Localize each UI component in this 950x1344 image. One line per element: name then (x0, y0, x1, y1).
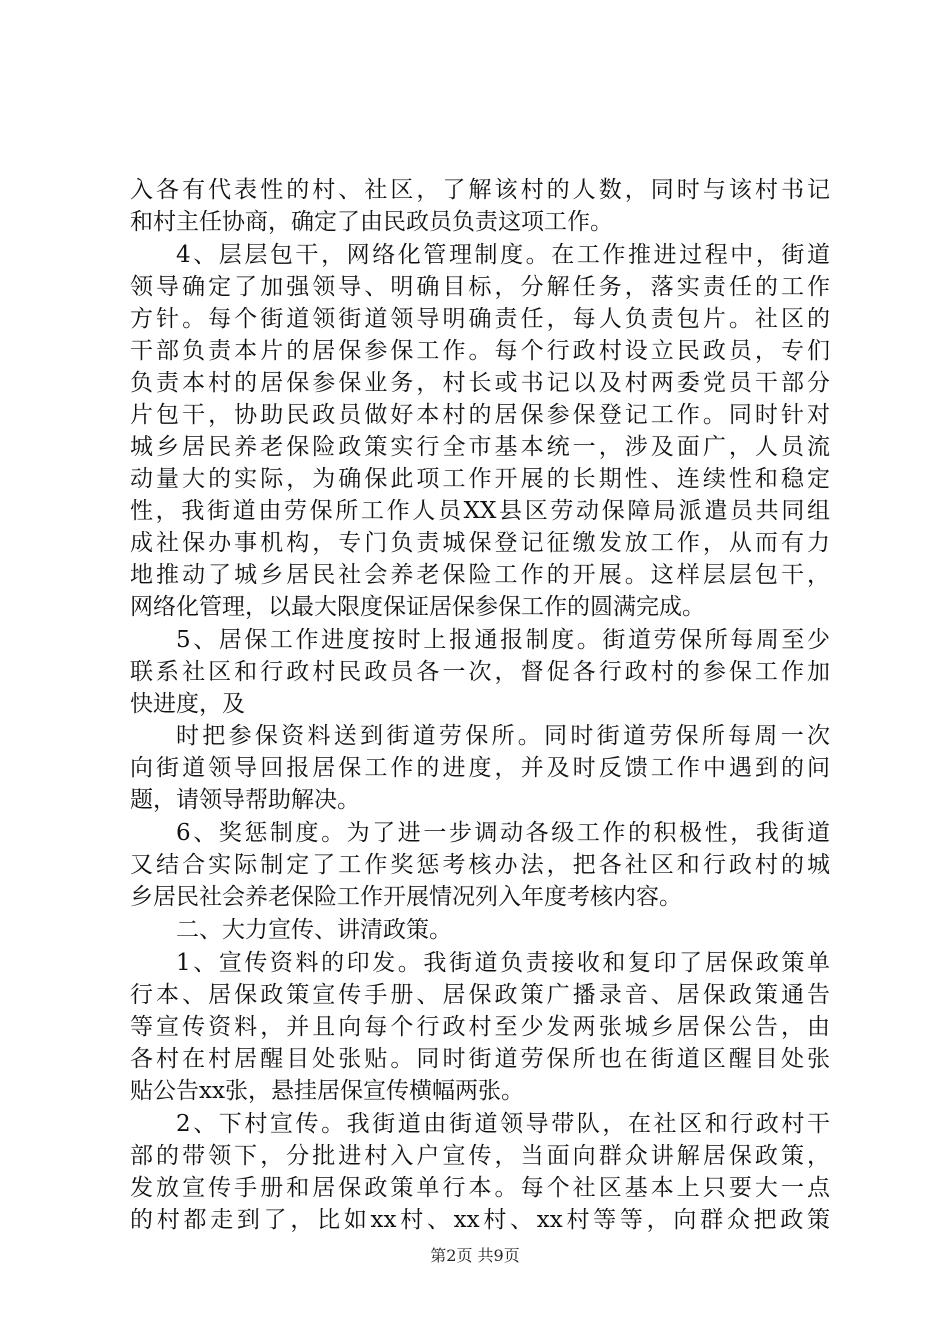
text-line: 快进度，及 (130, 691, 245, 717)
text-line: 和村主任协商，确定了由民政员负责这项工作。 (130, 209, 613, 235)
text-line: 动量大的实际，为确保此项工作开展的长期性、连续性和稳定 (130, 466, 830, 492)
text-line: 的村都走到了，比如xx村、xx村、xx村等等，向群众把政策 (130, 1207, 830, 1233)
text-line: 部的带领下，分批进村入户宣传，当面向群众讲解居保政策， (130, 1143, 830, 1169)
text-line: 入各有代表性的村、社区，了解该村的人数，同时与该村书记 (130, 177, 830, 203)
text-line: 向街道领导回报居保工作的进度，并及时反馈工作中遇到的问 (130, 755, 830, 781)
text-line: 1、宣传资料的印发。我街道负责接收和复印了居保政策单 (176, 950, 830, 976)
text-line: 5、居保工作进度按时上报通报制度。街道劳保所每周至少 (176, 627, 830, 653)
text-line: 贴公告xx张，悬挂居保宣传横幅两张。 (130, 1078, 524, 1104)
text-line: 成社保办事机构，专门负责城保登记征缴发放工作，从而有力 (130, 530, 830, 556)
text-line: 4、层层包干，网络化管理制度。在工作推进过程中，街道 (176, 242, 830, 268)
text-line: 等宣传资料，并且向每个行政村至少发两张城乡居保公告，由 (130, 1014, 830, 1040)
text-line: 6、奖惩制度。为了进一步调动各级工作的积极性，我街道 (176, 820, 830, 846)
text-line: 各村在村居醒目处张贴。同时街道劳保所也在街道区醒目处张 (130, 1046, 830, 1072)
text-line: 片包干，协助民政员做好本村的居保参保登记工作。同时针对 (130, 402, 830, 428)
page-footer: 第2页 共9页 (430, 1246, 520, 1265)
text-line: 时把参保资料送到街道劳保所。同时街道劳保所每周一次 (176, 723, 830, 749)
text-line: 领导确定了加强领导、明确目标，分解任务，落实责任的工作 (130, 274, 830, 300)
text-line: 乡居民社会养老保险工作开展情况列入年度考核内容。 (130, 884, 682, 910)
text-line: 网络化管理，以最大限度保证居保参保工作的圆满完成。 (130, 594, 705, 620)
text-line: 性，我街道由劳保所工作人员XX县区劳动保障局派遣员共同组 (130, 498, 830, 524)
text-line: 二、大力宣传、讲清政策。 (176, 917, 452, 943)
text-line: 负责本村的居保参保业务，村长或书记以及村两委党员干部分 (130, 370, 830, 396)
text-line: 又结合实际制定了工作奖惩考核办法，把各社区和行政村的城 (130, 852, 830, 878)
text-line: 行本、居保政策宣传手册、居保政策广播录音、居保政策通告 (130, 982, 830, 1008)
text-line: 城乡居民养老保险政策实行全市基本统一，涉及面广，人员流 (130, 434, 830, 460)
text-line: 地推动了城乡居民社会养老保险工作的开展。这样层层包干， (130, 562, 830, 588)
text-line: 联系社区和行政村民政员各一次，督促各行政村的参保工作加 (130, 659, 830, 685)
text-line: 方针。每个街道领街道领导明确责任，每人负责包片。社区的 (130, 306, 830, 332)
text-line: 发放宣传手册和居保政策单行本。每个社区基本上只要大一点 (130, 1175, 830, 1201)
text-line: 2、下村宣传。我街道由街道领导带队，在社区和行政村干 (176, 1111, 830, 1137)
text-line: 干部负责本片的居保参保工作。每个行政村设立民政员，专们 (130, 338, 830, 364)
text-line: 题，请领导帮助解决。 (130, 787, 360, 813)
